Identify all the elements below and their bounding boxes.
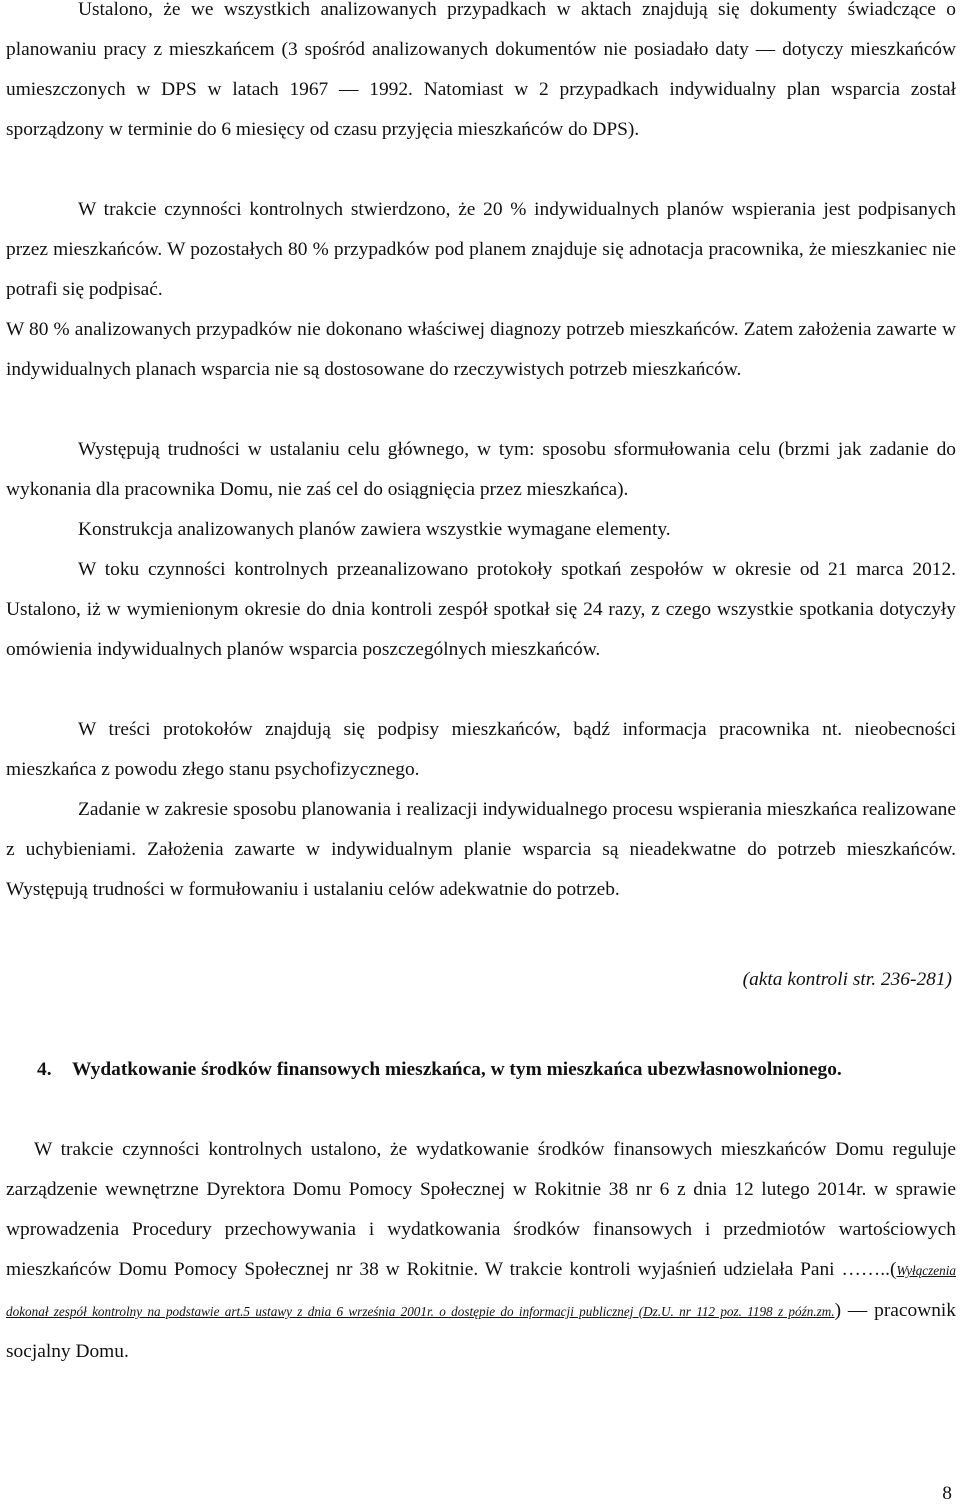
paragraph-main-goal: Występują trudności w ustalaniu celu głównego, w tym: sposobu sformułowania celu (brzmi jak zadanie do wykonania dla pracownika Domu, nie zaś cel do osiągnięcia przez mieszkańca).	[6, 439, 956, 500]
paragraph-summary: Zadanie w zakresie sposobu planowania i realizacji indywidualnego procesu wspierania mieszkańca realizowane z uchybieniami. Założenia zawarte w indywidualnym planie wsparcia są nieadekwatne do potrzeb mieszkańców. Występują trudności w formułowaniu i ustalaniu celów adekwatnie do potrzeb.	[6, 799, 956, 900]
paragraph-needs-diagnosis: W 80 % analizowanych przypadków nie dokonano właściwej diagnozy potrzeb mieszkańców. Zatem założenia zawarte w indywidualnych planach wsparcia nie są dostosowane do rzeczywistych potrzeb mieszkańców.	[6, 319, 956, 380]
paragraph-planning-documents: Ustalono, że we wszystkich analizowanych przypadkach w aktach znajdują się dokumenty świadczące o planowaniu pracy z mieszkańcem (3 spośród analizowanych dokumentów nie posiadało daty — dotyczy mieszkańców umieszczonych w DPS w latach 1967 — 1992. Natomiast w 2 przypadkach indywidualny plan wsparcia został sporządzony w terminie do 6 miesięcy od czasu przyjęcia mieszkańców do DPS).	[6, 0, 956, 140]
redaction-note: Wyłączenia dokonał zespół kontrolny na podstawie art.5 ustawy z dnia 6 września 2001r. o dostępie do informacji publicznej (Dz.U. nr 112 poz. 1198 z późn.zm.	[6, 1263, 956, 1319]
paragraph-team-meetings: W toku czynności kontrolnych przeanalizowano protokoły spotkań zespołów w okresie od 21 marca 2012. Ustalono, iż w wymienionym okresie do dnia kontroli zespół spotkał się 24 razy, z czego wszystkie spotkania dotyczyły omówienia indywidualnych planów wsparcia poszczególnych mieszkańców.	[6, 559, 956, 660]
paragraph-financial-text: W trakcie czynności kontrolnych ustalono, że wydatkowanie środków finansowych mieszkańców Domu reguluje zarządzenie wewnętrzne Dyrektora Domu Pomocy Społecznej w Rokitnie 38 nr 6 z dnia 12 lutego 2014r. w sprawie wprowadzenia Procedury przechowywania i wydatkowania środków finansowych i przedmiotów wartościowych mieszkańców Domu Pomocy Społecznej nr 38 w Rokitnie. W trakcie kontroli wyjaśnień udzielała Pani ……..(	[6, 1139, 956, 1280]
paragraph-protocol-signatures: W treści protokołów znajdują się podpisy mieszkańców, bądź informacja pracownika nt. nieobecności mieszkańca z powodu złego stanu psychofizycznego.	[6, 719, 956, 780]
paragraph-financial-ending: ) — pracownik socjalny Domu.	[6, 1300, 956, 1362]
section-heading	[6, 1050, 956, 1090]
page-number: 8	[942, 1483, 952, 1504]
document-page	[6, 0, 956, 1509]
paragraph-financial-procedure	[6, 1130, 956, 1372]
paragraph-plan-structure: Konstrukcja analizowanych planów zawiera wszystkie wymagane elementy.	[78, 519, 671, 540]
section-title: Wydatkowanie środków finansowych mieszkańca, w tym mieszkańca ubezwłasnowolnionego.	[72, 1059, 842, 1080]
section-number: 4.	[37, 1059, 52, 1080]
reference-note: (akta kontroli str. 236-281)	[742, 969, 952, 990]
paragraph-signed-plans: W trakcie czynności kontrolnych stwierdzono, że 20 % indywidualnych planów wspierania jest podpisanych przez mieszkańców. W pozostałych 80 % przypadków pod planem znajduje się adnotacja pracownika, że mieszkaniec nie potrafi się podpisać.	[6, 199, 956, 300]
